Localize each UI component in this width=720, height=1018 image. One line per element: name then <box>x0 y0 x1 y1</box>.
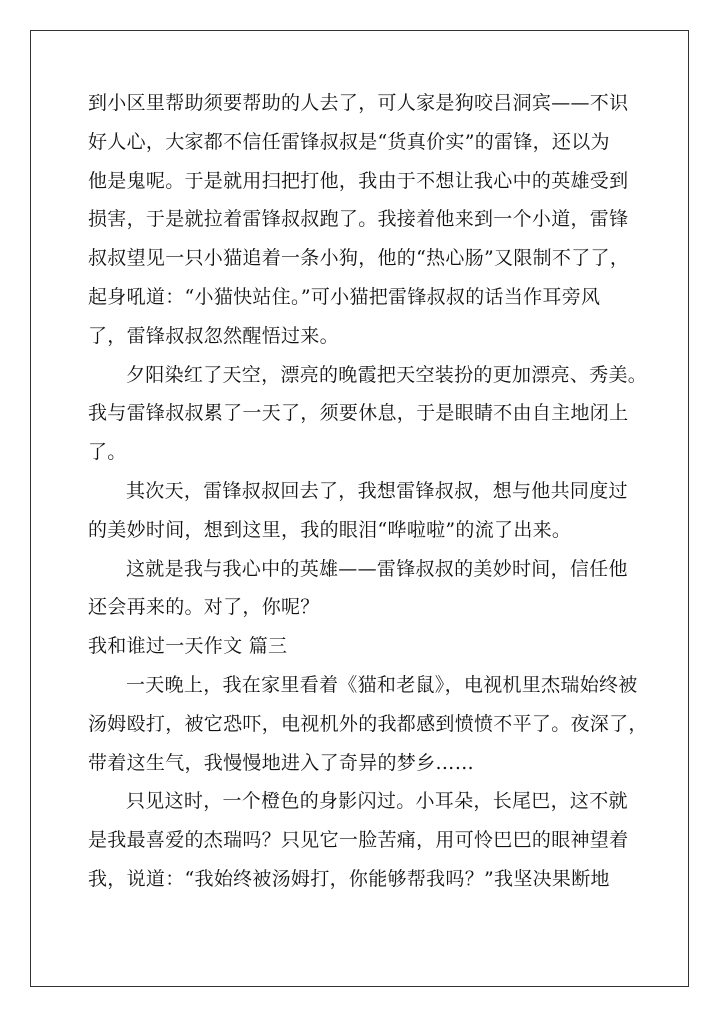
text-line-7: 了，雷锋叔叔忽然醒悟过来。 <box>88 324 339 347</box>
text-line-1: 到小区里帮助须要帮助的人去了，可人家是狗咬吕洞宾——不识 <box>88 92 629 114</box>
text-line-12: 的美妙时间，想到这里，我的眼泪“哗啦啦”的流了出来。 <box>88 518 572 541</box>
text-line-8: 夕阳染红了天空，漂亮的晚霞把天空装扮的更加漂亮、秀美。 <box>126 363 648 386</box>
text-line-9: 我与雷锋叔叔累了一天了，须要休息，于是眼睛不由自主地闭上 <box>88 402 629 425</box>
document-body <box>88 84 648 899</box>
text-line-19: 只见这时，一个橙色的身影闪过。小耳朵，长尾巴，这不就 <box>126 790 628 813</box>
text-line-2: 好人心，大家都不信任雷锋叔叔是“货真价实”的雷锋，还以为 <box>88 130 610 153</box>
text-line-14: 还会再来的。对了，你呢？ <box>88 596 320 619</box>
text-line-20: 是我最喜爱的杰瑞吗？只见它一脸苦痛，用可怜巴巴的眼神望着 <box>88 829 629 852</box>
text-line-13: 这就是我与我心中的英雄——雷锋叔叔的美妙时间，信任他 <box>126 557 628 580</box>
text-line-3: 他是鬼呢。于是就用扫把打他，我由于不想让我心中的英雄受到 <box>88 169 629 192</box>
text-line-10: 了。 <box>88 441 127 464</box>
text-line-17: 汤姆殴打，被它恐吓，电视机外的我都感到愤愤不平了。夜深了， <box>88 712 648 735</box>
text-line-21: 我，说道：“我始终被汤姆打，你能够帮我吗？”我坚决果断地 <box>88 867 610 890</box>
text-line-11: 其次天，雷锋叔叔回去了，我想雷锋叔叔，想与他共同度过 <box>126 479 628 502</box>
text-line-18: 带着这生气，我慢慢地进入了奇异的梦乡…… <box>88 751 475 774</box>
text-line-16: 一天晚上，我在家里看着《猫和老鼠》，电视机里杰瑞始终被 <box>126 673 638 696</box>
text-line-5: 叔叔望见一只小猫追着一条小狗，他的“热心肠”又限制不了了， <box>88 247 630 270</box>
text-line-6: 起身吼道：“小猫快站住。”可小猫把雷锋叔叔的话当作耳旁风 <box>88 285 601 308</box>
section-heading: 我和谁过一天作文 篇三 <box>88 635 288 658</box>
text-line-4: 损害，于是就拉着雷锋叔叔跑了。我接着他来到一个小道，雷锋 <box>88 208 629 231</box>
